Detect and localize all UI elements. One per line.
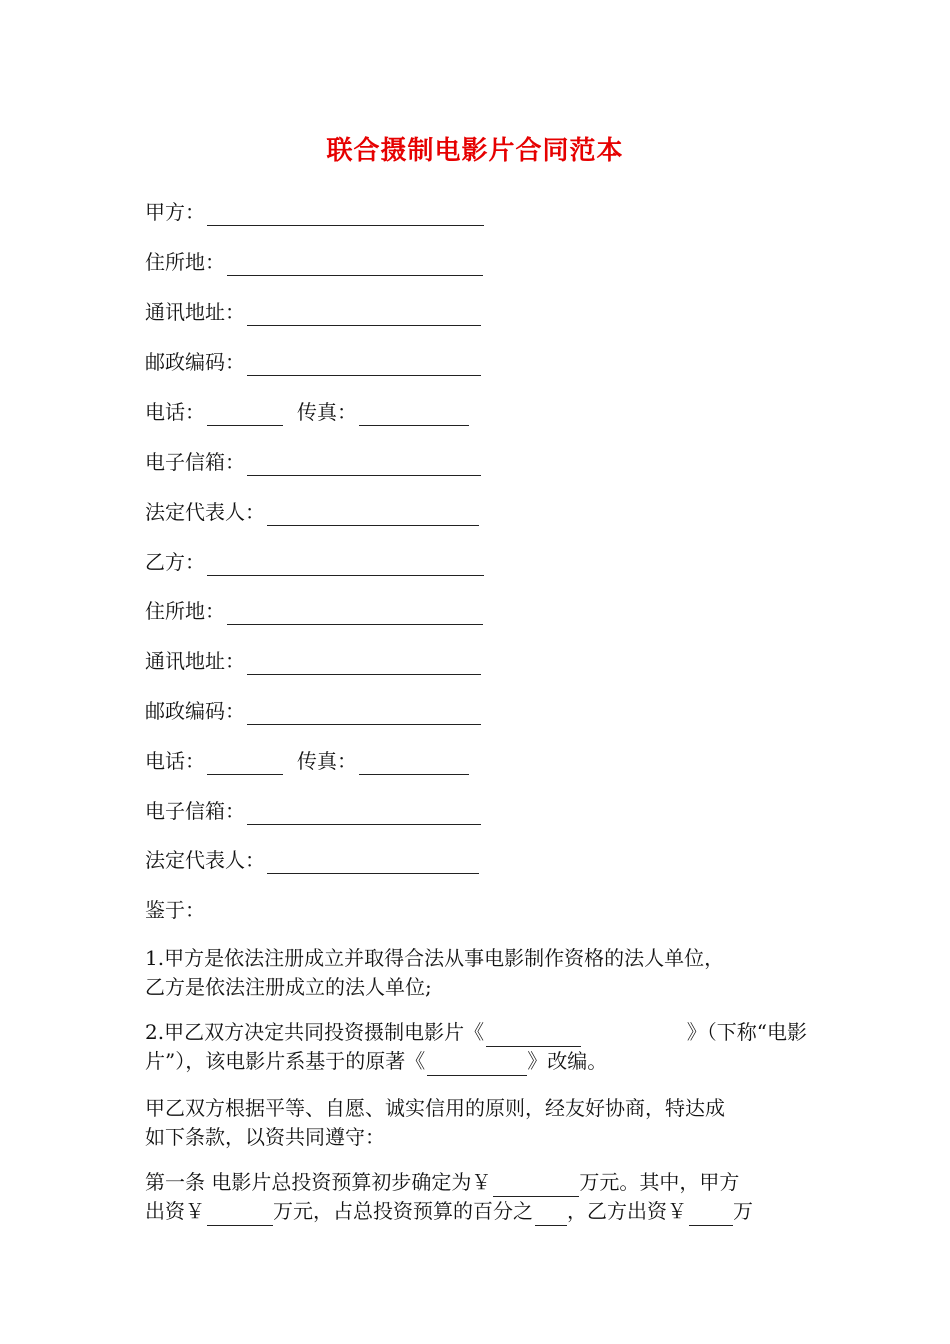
party-b-fax-blank[interactable] xyxy=(359,752,469,775)
party-b-phone-fax-field xyxy=(145,747,469,775)
party-a-email-field xyxy=(145,448,481,476)
party-b-address-field xyxy=(145,597,483,625)
party-b-postcode-label: 邮政编码： xyxy=(145,699,245,723)
party-b-name-label: 乙方： xyxy=(145,550,205,574)
clause-2 xyxy=(145,1018,807,1076)
agreement-paragraph xyxy=(145,1094,807,1152)
party-a-rep-label: 法定代表人： xyxy=(145,500,265,524)
party-a-mail-blank[interactable] xyxy=(247,303,481,326)
party-b-postcode-blank[interactable] xyxy=(247,702,481,725)
total-budget-blank[interactable] xyxy=(493,1174,579,1197)
agreement-line-1: 甲乙双方根据平等、自愿、诚实信用的原则，经友好协商，特达成 xyxy=(145,1096,725,1120)
party-a-investment-blank[interactable] xyxy=(207,1203,273,1226)
party-a-name-label: 甲方： xyxy=(145,200,205,224)
party-b-phone-label: 电话： xyxy=(145,749,205,773)
party-a-phone-label: 电话： xyxy=(145,400,205,424)
party-a-postcode-field xyxy=(145,348,481,376)
article-1-text-c: 出资￥ xyxy=(145,1199,205,1223)
clause-1-line-2: 乙方是依法注册成立的法人单位; xyxy=(145,975,432,999)
whereas-heading xyxy=(145,896,205,924)
party-a-mail-label: 通讯地址： xyxy=(145,300,245,324)
film-title-blank[interactable] xyxy=(486,1024,581,1047)
article-1-text-f: 万 xyxy=(733,1199,753,1223)
article-1-line-1 xyxy=(145,1168,807,1197)
party-a-postcode-blank[interactable] xyxy=(247,353,481,376)
clause-1-line-1: 1.甲方是依法注册成立并取得合法从事电影制作资格的法人单位， xyxy=(145,946,725,970)
party-b-email-blank[interactable] xyxy=(247,802,481,825)
article-1 xyxy=(145,1168,807,1226)
party-b-phone-blank[interactable] xyxy=(207,752,283,775)
clause-2-line-2 xyxy=(145,1047,807,1076)
party-a-address-field xyxy=(145,248,483,276)
party-a-postcode-label: 邮政编码： xyxy=(145,350,245,374)
party-a-rep-field xyxy=(145,498,479,526)
party-b-address-label: 住所地： xyxy=(145,599,225,623)
party-a-mail-field xyxy=(145,298,481,326)
document-title: 联合摄制电影片合同范本 xyxy=(326,136,624,166)
clause-2-text-d: 》改编。 xyxy=(527,1049,608,1073)
whereas-label: 鉴于： xyxy=(145,898,205,922)
party-b-name-field xyxy=(145,548,484,576)
article-1-text-e: ，乙方出资￥ xyxy=(567,1199,687,1223)
party-a-name-blank[interactable] xyxy=(207,203,484,226)
party-b-rep-label: 法定代表人： xyxy=(145,848,265,872)
original-work-blank[interactable] xyxy=(427,1053,527,1076)
clause-2-text-a: 2.甲乙双方决定共同投资摄制电影片《 xyxy=(145,1020,485,1044)
party-b-mail-field xyxy=(145,647,481,675)
party-a-phone-fax-field xyxy=(145,398,469,426)
agreement-line-2: 如下条款，以资共同遵守： xyxy=(145,1125,385,1149)
party-b-mail-blank[interactable] xyxy=(247,652,481,675)
party-b-rep-blank[interactable] xyxy=(267,851,479,874)
party-b-investment-blank[interactable] xyxy=(689,1203,733,1226)
party-b-address-blank[interactable] xyxy=(227,602,483,625)
article-1-text-d: 万元，占总投资预算的百分之 xyxy=(273,1199,533,1223)
clause-2-text-c: 片”），该电影片系基于的原著《 xyxy=(145,1049,426,1073)
party-a-percentage-blank[interactable] xyxy=(535,1203,567,1226)
article-1-text-b: 万元。其中，甲方 xyxy=(579,1170,740,1194)
party-a-fax-label: 传真： xyxy=(297,400,357,424)
party-b-email-field xyxy=(145,797,481,825)
party-a-name-field xyxy=(145,198,484,226)
clause-2-text-b: 》（下称“电影 xyxy=(686,1020,807,1044)
party-a-phone-blank[interactable] xyxy=(207,403,283,426)
party-a-fax-blank[interactable] xyxy=(359,403,469,426)
party-a-email-label: 电子信箱： xyxy=(145,450,245,474)
party-a-email-blank[interactable] xyxy=(247,453,481,476)
party-a-address-blank[interactable] xyxy=(227,253,483,276)
party-a-address-label: 住所地： xyxy=(145,250,225,274)
party-b-email-label: 电子信箱： xyxy=(145,799,245,823)
party-b-fax-label: 传真： xyxy=(297,749,357,773)
party-b-rep-field xyxy=(145,846,479,874)
party-b-mail-label: 通讯地址： xyxy=(145,649,245,673)
clause-2-line-1 xyxy=(145,1018,807,1047)
article-1-line-2 xyxy=(145,1197,807,1226)
article-1-text-a: 第一条 电影片总投资预算初步确定为￥ xyxy=(145,1170,492,1194)
party-b-name-blank[interactable] xyxy=(207,553,484,576)
party-b-postcode-field xyxy=(145,697,481,725)
clause-1 xyxy=(145,944,807,1002)
party-a-rep-blank[interactable] xyxy=(267,503,479,526)
